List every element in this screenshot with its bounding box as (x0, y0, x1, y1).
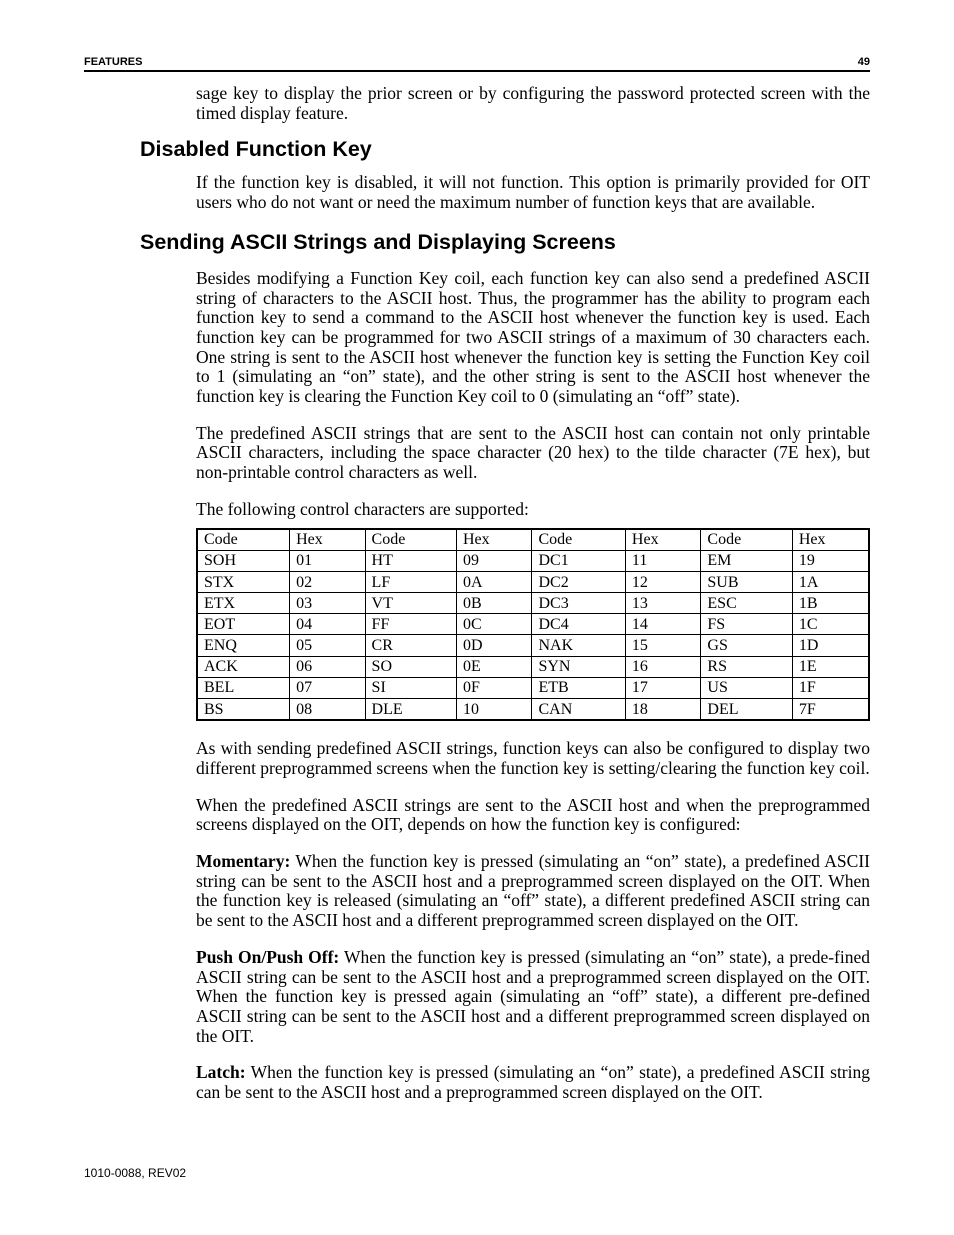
table-cell: HT (365, 550, 456, 571)
control-characters-table (196, 528, 870, 722)
table-cell: 0B (457, 593, 532, 614)
table-cell: Code (701, 529, 792, 551)
table-cell: 14 (625, 614, 700, 635)
table-cell: ENQ (197, 635, 290, 656)
table-cell: DEL (701, 699, 792, 721)
mode-text: When the function key is pressed (simulating an “on” state), a predefined ASCII string can be sent to the ASCII host and a preprogrammed screen displayed on the OIT. (196, 1062, 870, 1103)
table-row (197, 635, 869, 656)
table-cell: DC3 (532, 593, 625, 614)
table-cell: CR (365, 635, 456, 656)
mode-label: Push On/Push Off: (196, 946, 340, 967)
table-cell: US (701, 677, 792, 698)
paragraph: If the function key is disabled, it will not function. This option is primarily provided for OIT users who do not want or need the maximum number of function keys that are available. (196, 172, 870, 213)
table-cell: 05 (290, 635, 365, 656)
table-cell: EM (701, 550, 792, 571)
table-cell: 08 (290, 699, 365, 721)
table-cell: 15 (625, 635, 700, 656)
table-cell: 19 (792, 550, 869, 571)
table-row (197, 571, 869, 592)
table-row (197, 593, 869, 614)
table-cell: BS (197, 699, 290, 721)
table-cell: Hex (792, 529, 869, 551)
table-cell: 11 (625, 550, 700, 571)
table-cell: Hex (457, 529, 532, 551)
footer-doc-id: 1010-0088, REV02 (84, 1166, 187, 1180)
table-row (197, 550, 869, 571)
paragraph: The predefined ASCII strings that are sent to the ASCII host can contain not only printable ASCII characters, including the space character (20 hex) to the tilde character (7E hex), but non-printable control characters as well. (196, 422, 870, 483)
heading-sending-ascii: Sending ASCII Strings and Displaying Screens (140, 229, 616, 254)
table-cell: 7F (792, 699, 869, 721)
table-cell: 01 (290, 550, 365, 571)
table-cell: 1E (792, 656, 869, 677)
table-cell: 17 (625, 677, 700, 698)
table-header-row (197, 529, 869, 551)
paragraph: As with sending predefined ASCII strings, function keys can also be configured to display two different preprogrammed screens when the function key is setting/clearing the function key coil. (196, 738, 870, 778)
table-row (197, 656, 869, 677)
table-cell: 09 (457, 550, 532, 571)
intro-paragraph: sage key to display the prior screen or by configuring the password protected screen with the timed display feature. (196, 83, 870, 123)
mode-latch (196, 1063, 870, 1102)
mode-momentary (196, 852, 870, 931)
table-cell: SUB (701, 571, 792, 592)
table-cell: 04 (290, 614, 365, 635)
table-cell: VT (365, 593, 456, 614)
table-cell: 1A (792, 571, 869, 592)
table-cell: Hex (625, 529, 700, 551)
table-cell: FF (365, 614, 456, 635)
section-title: FEATURES (84, 56, 143, 68)
heading-disabled-function-key: Disabled Function Key (140, 137, 372, 162)
table-cell: 0F (457, 677, 532, 698)
table-cell: NAK (532, 635, 625, 656)
table-cell: 0A (457, 571, 532, 592)
mode-label: Momentary: (196, 851, 291, 872)
table-cell: ETB (532, 677, 625, 698)
table-cell: 16 (625, 656, 700, 677)
table-cell: ACK (197, 656, 290, 677)
paragraph: The following control characters are supported: (196, 498, 529, 519)
table-cell: DC2 (532, 571, 625, 592)
mode-text: When the function key is pressed (simulating an “on” state), a prede-fined ASCII string can be sent to the ASCII host and a preprogrammed screen displayed on the OIT. When the function key is pressed again (simulating an “off” state), a different pre-defined ASCII string can be sent to the ASCII host and a different preprogrammed screen displayed on the OIT. (196, 946, 870, 1046)
table-cell: RS (701, 656, 792, 677)
table-cell: 13 (625, 593, 700, 614)
table-cell: STX (197, 571, 290, 592)
table-cell: EOT (197, 614, 290, 635)
table-cell: Code (532, 529, 625, 551)
table-cell: GS (701, 635, 792, 656)
mode-label: Latch: (196, 1062, 246, 1083)
table-cell: SO (365, 656, 456, 677)
table-row (197, 614, 869, 635)
table-cell: 0E (457, 656, 532, 677)
table-row (197, 677, 869, 698)
table-cell: Code (197, 529, 290, 551)
table-cell: ETX (197, 593, 290, 614)
table-cell: 06 (290, 656, 365, 677)
table-row (197, 699, 869, 721)
table-cell: BEL (197, 677, 290, 698)
table-cell: 03 (290, 593, 365, 614)
table-cell: 02 (290, 571, 365, 592)
page-body (140, 83, 870, 1120)
table-cell: ESC (701, 593, 792, 614)
page-header (84, 56, 870, 72)
paragraph: Besides modifying a Function Key coil, each function key can also send a predefined ASCII string of characters to the ASCII host. Thus, the programmer has the ability to program each function key to send a command to the ASCII host whenever the function key is used. Each function key can be programmed for two ASCII strings of a maximum of 30 characters each. One string is sent to the ASCII host whenever the function key is setting the Function Key coil to 1 (simulating an “on” state), and the other string is sent to the ASCII host whenever the function key is clearing the Function Key coil to 0 (simulating an “off” state). (196, 267, 870, 407)
table-cell: 1C (792, 614, 869, 635)
table-cell: DC1 (532, 550, 625, 571)
table-cell: 0C (457, 614, 532, 635)
mode-text: When the function key is pressed (simulating an “on” state), a predefined ASCII string can be sent to the ASCII host and a preprogrammed screen displayed on the OIT. When the function key is released (simulating an “off” state), a different predefined ASCII string can be sent to the ASCII host and a different preprogrammed screen displayed on the OIT. (196, 851, 870, 931)
table-cell: 10 (457, 699, 532, 721)
paragraph: When the predefined ASCII strings are sent to the ASCII host and when the preprogrammed screens displayed on the OIT, depends on how the function key is configured: (196, 794, 870, 835)
mode-push-on-push-off (196, 948, 870, 1047)
table-cell: 18 (625, 699, 700, 721)
table-cell: SOH (197, 550, 290, 571)
table-cell: 07 (290, 677, 365, 698)
table-cell: CAN (532, 699, 625, 721)
table-cell: SI (365, 677, 456, 698)
table-cell: FS (701, 614, 792, 635)
table-cell: Code (365, 529, 456, 551)
table-cell: 1D (792, 635, 869, 656)
table-cell: 1B (792, 593, 869, 614)
table-cell: 12 (625, 571, 700, 592)
page-number: 49 (857, 56, 870, 68)
table-cell: LF (365, 571, 456, 592)
table-cell: DC4 (532, 614, 625, 635)
table-cell: DLE (365, 699, 456, 721)
table-cell: Hex (290, 529, 365, 551)
table-cell: 1F (792, 677, 869, 698)
table-cell: SYN (532, 656, 625, 677)
table-cell: 0D (457, 635, 532, 656)
